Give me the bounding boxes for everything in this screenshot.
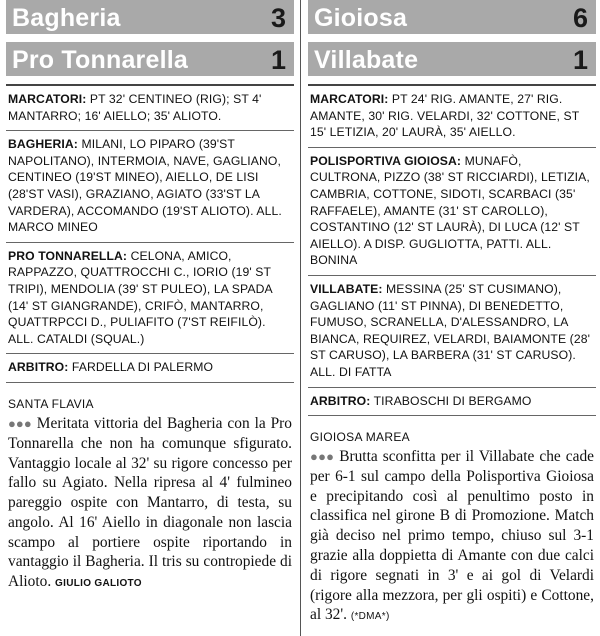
column-divider xyxy=(300,0,301,636)
bullet-dots-icon: ●●● xyxy=(8,415,32,431)
article-signature: (*DMA*) xyxy=(350,611,390,623)
away-lineup-text: CELONA, AMICO, RAPPAZZO, QUATTROCCHI C., IORIO (19' ST TRIPI), MENDOLIA (39' ST PULEO), LA SPADA (14' ST GIANGRANDE), CRIFÒ, MANTARRO, QUATTRPCCI D., PULIAFITO (7'ST REIFILÒ). ALL. CATALDI (SQUAL.) xyxy=(8,248,273,346)
home-score-bar xyxy=(308,0,596,34)
marcatori-section xyxy=(308,91,596,147)
away-score-bar xyxy=(6,42,294,76)
article-dateline: GIOIOSA MAREA xyxy=(310,430,410,445)
section-rule xyxy=(6,84,294,86)
marcatori-text: PT 32' CENTINEO (RIG); ST 4' MANTARRO; 16' AIELLO; 35' ALIOTO. xyxy=(8,92,262,123)
arbitro-text: FARDELLA DI PALERMO xyxy=(68,360,214,375)
home-team-score: 6 xyxy=(572,3,588,33)
home-score-bar xyxy=(6,0,294,34)
match-report-gioiosa xyxy=(308,0,596,636)
home-team-name: Gioiosa xyxy=(314,4,408,32)
bullet-dots-icon: ●●● xyxy=(310,449,335,465)
section-rule xyxy=(308,275,596,276)
article-dateline: SANTA FLAVIA xyxy=(8,396,94,411)
home-team-name: Bagheria xyxy=(12,4,121,32)
section-rule xyxy=(6,242,294,243)
away-lineup-label: VILLABATE: xyxy=(310,281,383,296)
arbitro-section xyxy=(6,359,294,382)
marcatori-text: PT 24' RIG. AMANTE, 27' RIG. AMANTE, 30' RIG. VELARDI, 32' COTTONE, ST 15' LETIZIA, 20' LAURÀ, 35' AIELLO. xyxy=(310,92,580,140)
article-text: Meritata vittoria del Bagheria con la Pro Tonnarella che non ha comunque sfigurato. Vantaggio locale al 32' su rigore concesso per fallo su Agiato. Nella ripresa al 4' fulmineo pareggio ospite con Mantarro, di testa, su angolo. Al 16' Aiello in diagonale non lascia scampo al portiere ospite riportando in vantaggio il Bagheria. Il tris su contropiede di Alioto. xyxy=(8,414,292,591)
away-team-name: Villabate xyxy=(314,46,419,74)
away-lineup-section xyxy=(6,248,294,354)
marcatori-label: MARCATORI: xyxy=(310,92,389,106)
article-text: Brutta sconfitta per il Villabate che cade per 6-1 sul campo della Polisportiva Gioiosa e precipitando così al penultimo posto in classifica nel girone B di Promozione. Match già deciso nel primo tempo, chiuso sul 3-1 grazie alla doppietta di Amante con due calci di rigore segnati in 3' e ai gol di Velardi (rigore alla mezzora, per gli ospiti) e Cottone, al 32'. xyxy=(310,448,594,624)
home-lineup-label: POLISPORTIVA GIOIOSA: xyxy=(310,153,462,168)
section-rule xyxy=(6,353,294,354)
marcatori-label: MARCATORI: xyxy=(8,92,87,106)
article-body xyxy=(6,414,294,594)
section-rule xyxy=(308,84,596,86)
section-rule xyxy=(308,387,596,388)
home-lineup-section xyxy=(308,153,596,275)
home-team-score: 3 xyxy=(270,3,286,33)
away-team-score: 1 xyxy=(270,45,286,75)
away-lineup-section xyxy=(308,281,596,387)
section-rule xyxy=(6,130,294,131)
marcatori-section xyxy=(6,91,294,130)
arbitro-section xyxy=(308,393,596,416)
home-lineup-section xyxy=(6,136,294,242)
away-team-score: 1 xyxy=(572,45,588,75)
away-score-bar xyxy=(308,42,596,76)
home-lineup-text: MUNAFÒ, CULTRONA, PIZZO (38' ST RICCIARDI), LETIZIA, CAMBRIA, COTTONE, SIDOTI, SCARBACI (35' RAFFAELE), AMANTE (31' ST CAROLLO), COSTANTINO (12' ST LAURÀ), DI LUCA (12' ST AIELLO). A DISP. GUGLIOTTA, PATTI. ALL. BONINA xyxy=(310,153,590,268)
away-lineup-text: MESSINA (25' ST CUSIMANO), GAGLIANO (11' ST PINNA), DI BENEDETTO, FUMUSO, SCRANELLA, D'ALESSANDRO, LA BIANCA, REQUIREZ, VELARDI, BAIAMONTE (28' ST CARUSO), LA BARBERA (31' ST CARUSO). ALL. DI FATTA xyxy=(310,281,591,379)
article-signature: GIULIO GALIOTO xyxy=(55,578,142,590)
section-rule xyxy=(308,415,596,416)
arbitro-label: ARBITRO: xyxy=(310,393,371,408)
home-lineup-label: BAGHERIA: xyxy=(8,137,78,152)
match-report-bagheria xyxy=(6,0,294,636)
arbitro-label: ARBITRO: xyxy=(8,360,69,375)
article-body xyxy=(308,447,596,627)
arbitro-text: TIRABOSCHI DI BERGAMO xyxy=(370,393,532,408)
section-rule xyxy=(6,382,294,383)
away-lineup-label: PRO TONNARELLA: xyxy=(8,248,128,263)
section-rule xyxy=(308,147,596,148)
home-lineup-text: MILANI, LO PIPARO (39'ST NAPOLITANO), INTERMOIA, NAVE, GAGLIANO, CENTINEO (19'ST MINEO), AIELLO, DE LISI (28'ST VASI), GRAZIANO, AGIATO (33'ST LA VARDERA), ACCOMANDO (19'ST ALIOTO). ALL. MARCO MINEO xyxy=(8,137,282,235)
away-team-name: Pro Tonnarella xyxy=(12,46,188,74)
